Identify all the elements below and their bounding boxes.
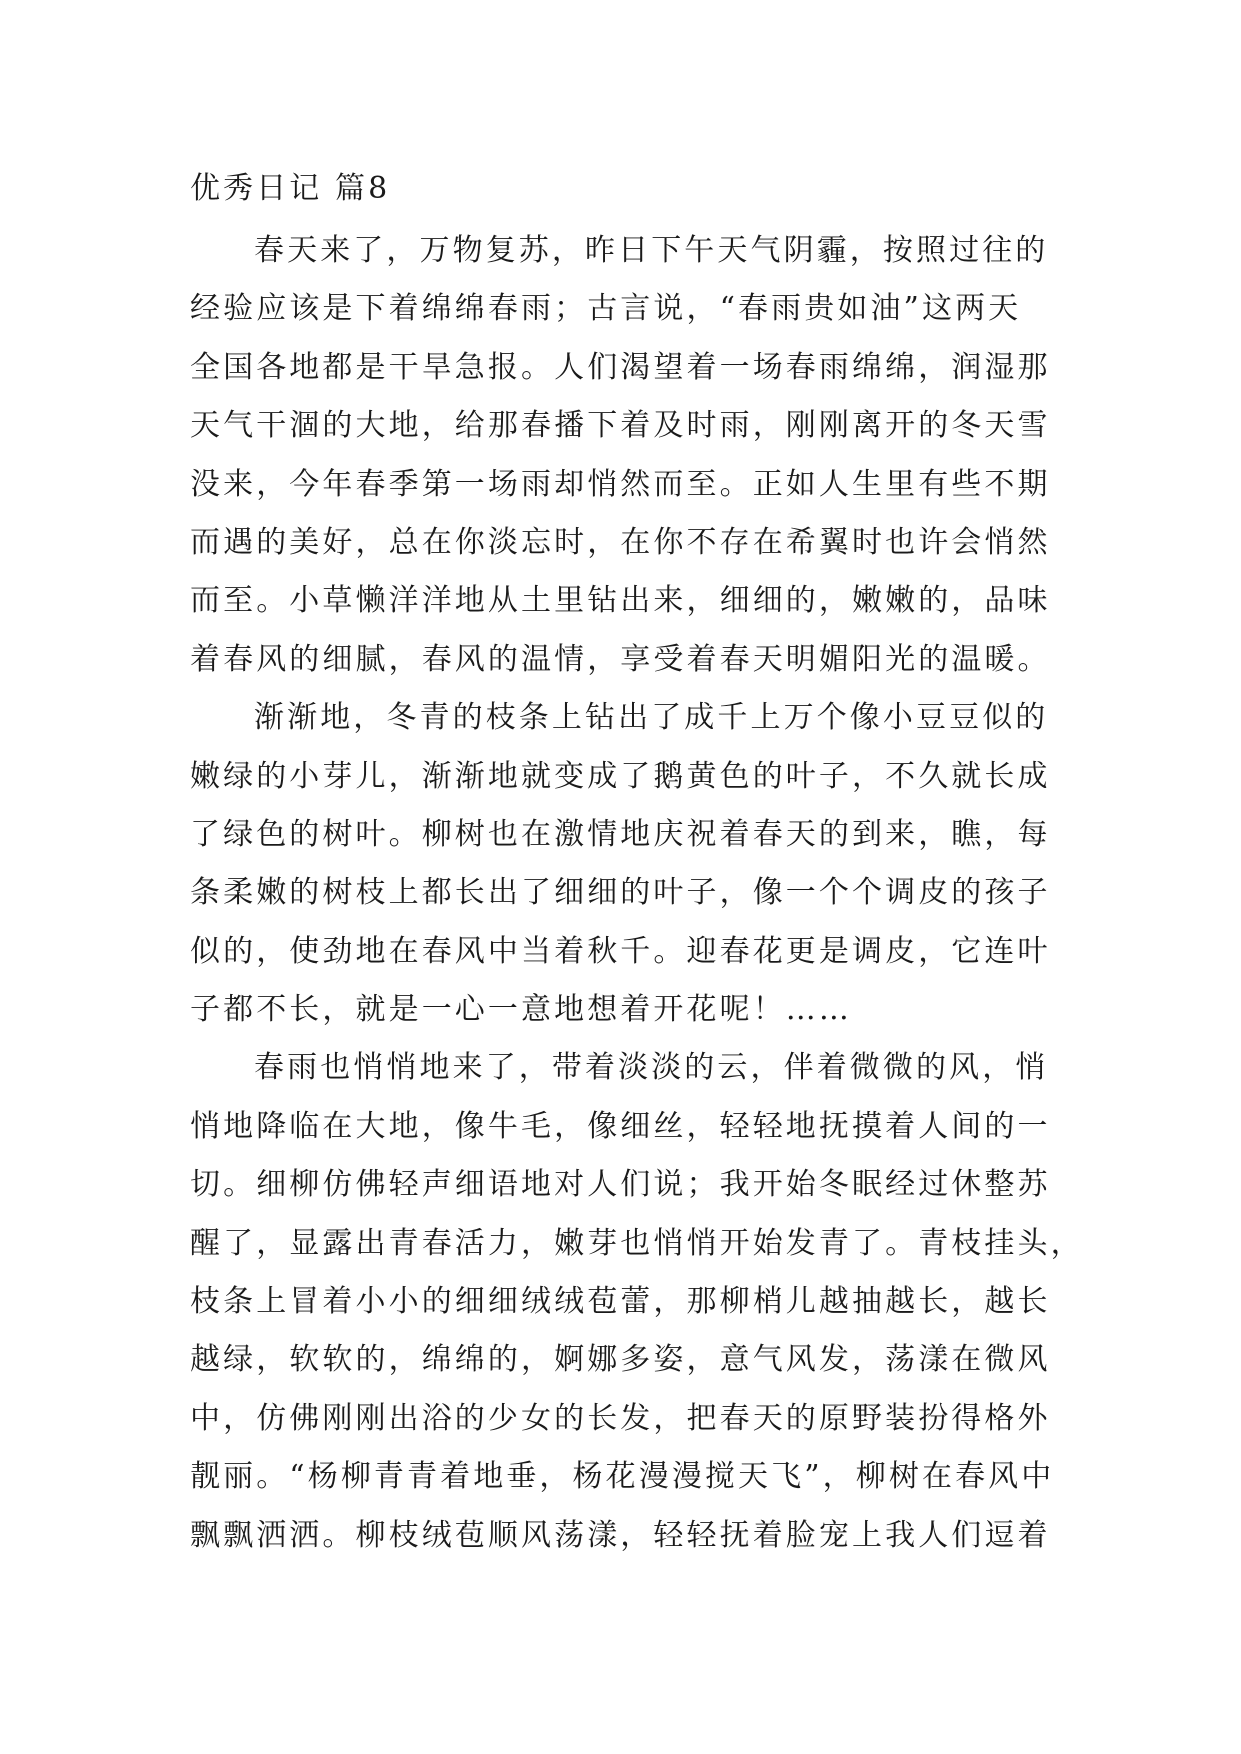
paragraph-line: 没来，今年春季第一场雨却悄然而至。正如人生里有些不期 (190, 466, 1051, 502)
paragraph-line: 天气干涸的大地，给那春播下着及时雨，刚刚离开的冬天雪 (190, 408, 1051, 444)
paragraph-line: 靓丽。“杨柳青青着地垂，杨花漫漫搅天飞”，柳树在春风中 (190, 1459, 1055, 1495)
paragraph-line: 春雨也悄悄地来了，带着淡淡的云，伴着微微的风，悄 (254, 1050, 1049, 1086)
paragraph-line: 全国各地都是干旱急报。人们渴望着一场春雨绵绵，润湿那 (190, 349, 1051, 385)
paragraph-line: 飘飘洒洒。柳枝绒苞顺风荡漾，轻轻抚着脸宠上我人们逗着 (190, 1517, 1051, 1553)
document-title: 优秀日记 篇8 (190, 171, 391, 206)
paragraph-line: 悄地降临在大地，像牛毛，像细丝，轻轻地抚摸着人间的一 (190, 1108, 1051, 1144)
paragraph-line: 而至。小草懒洋洋地从土里钻出来，细细的，嫩嫩的，品味 (190, 583, 1051, 619)
paragraph-line: 着春风的细腻，春风的温情，享受着春天明媚阳光的温暖。 (190, 641, 1051, 677)
paragraph-line: 醒了，显露出青春活力，嫩芽也悄悄开始发青了。青枝挂头， (190, 1225, 1084, 1261)
paragraph-line: 而遇的美好，总在你淡忘时，在你不存在希翼时也许会悄然 (190, 524, 1051, 560)
paragraph-line: 中，仿佛刚刚出浴的少女的长发，把春天的原野装扮得格外 (190, 1400, 1051, 1436)
paragraph-line: 枝条上冒着小小的细细绒绒苞蕾，那柳梢儿越抽越长，越长 (190, 1284, 1051, 1320)
paragraph-line: 越绿，软软的，绵绵的，婀娜多姿，意气风发，荡漾在微风 (190, 1342, 1051, 1378)
paragraph-line: 了绿色的树叶。柳树也在激情地庆祝着春天的到来，瞧，每 (190, 816, 1051, 852)
paragraph-line: 渐渐地，冬青的枝条上钻出了成千上万个像小豆豆似的 (254, 700, 1049, 736)
paragraph-line: 经验应该是下着绵绵春雨；古言说，“春雨贵如油”这两天 (190, 291, 1022, 327)
paragraph-line: 嫩绿的小芽儿，渐渐地就变成了鹅黄色的叶子，不久就长成 (190, 758, 1051, 794)
paragraph-line: 切。细柳仿佛轻声细语地对人们说；我开始冬眠经过休整苏 (190, 1167, 1051, 1203)
paragraph-line: 春天来了，万物复苏，昨日下午天气阴霾，按照过往的 (254, 233, 1049, 268)
paragraph-1 (190, 222, 1070, 689)
paragraph-3 (190, 1039, 1084, 1565)
paragraph-2 (190, 689, 1070, 1039)
paragraph-line: 似的，使劲地在春风中当着秋千。迎春花更是调皮，它连叶 (190, 933, 1051, 969)
paragraph-line: 子都不长，就是一心一意地想着开花呢！…… (190, 992, 852, 1028)
paragraph-line: 条柔嫩的树枝上都长出了细细的叶子，像一个个调皮的孩子 (190, 875, 1051, 911)
document-body (190, 166, 1084, 1565)
